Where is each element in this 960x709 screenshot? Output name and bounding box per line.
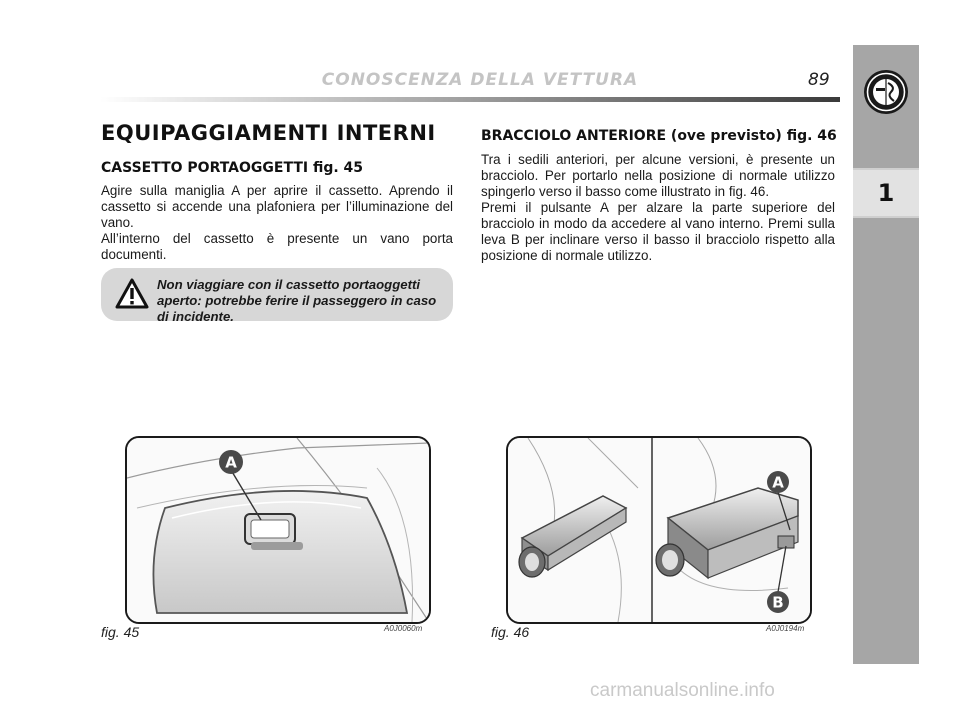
figure-45 — [125, 436, 431, 624]
glovebox-text — [101, 183, 453, 263]
figure-46 — [506, 436, 812, 624]
armrest-text — [481, 152, 835, 264]
figure-46-code: A0J0194m — [766, 624, 805, 633]
chapter-sidebar — [853, 45, 919, 664]
chapter-tab[interactable]: 1 — [853, 170, 919, 216]
header-rule — [100, 97, 840, 102]
figure-label-a: A — [225, 453, 237, 472]
paragraph: Premi il pulsante A per alzare la parte superiore del bracciolo in modo da accedere al vano interno. Premi sulla leva B per inclinare verso il basso il bracciolo rispetto alla posizione di normale utilizzo. — [481, 200, 835, 263]
page-header-title: CONOSCENZA DELLA VETTURA — [321, 70, 639, 90]
glovebox-illustration — [127, 438, 429, 622]
figure-label-b: B — [772, 593, 784, 612]
alfa-romeo-badge-icon — [863, 69, 909, 115]
warning-text: Non viaggiare con il cassetto portaoggetti aperto: potrebbe ferire il passeggero in caso di incidente. — [157, 277, 437, 324]
watermark: carmanualsonline.info — [590, 680, 775, 701]
paragraph: Agire sulla maniglia A per aprire il cassetto. Aprendo il cassetto si accende una plafoniera per l’illuminazione del vano. — [101, 183, 453, 230]
paragraph: All’interno del cassetto è presente un vano porta documenti. — [101, 231, 453, 262]
figure-label-a: A — [772, 473, 784, 492]
subsection-heading-glovebox: CASSETTO PORTAOGGETTI fig. 45 — [101, 160, 364, 176]
figure-45-code: A0J0060m — [384, 624, 423, 633]
warning-box — [101, 268, 453, 324]
subsection-heading-armrest: BRACCIOLO ANTERIORE (ove previsto) fig. 46 — [481, 128, 837, 144]
armrest-illustration — [508, 438, 810, 622]
figure-45-caption: fig. 45 — [101, 624, 140, 640]
section-heading: EQUIPAGGIAMENTI INTERNI — [101, 121, 436, 145]
warning-triangle-icon — [115, 278, 149, 310]
tab-separator — [853, 216, 919, 218]
paragraph: Tra i sedili anteriori, per alcune versioni, è presente un bracciolo. Per portarlo nella posizione di normale utilizzo spingerlo verso il basso come illustrato in fig. 46. — [481, 152, 835, 199]
figure-46-caption: fig. 46 — [491, 624, 530, 640]
page-number: 89 — [808, 70, 830, 90]
